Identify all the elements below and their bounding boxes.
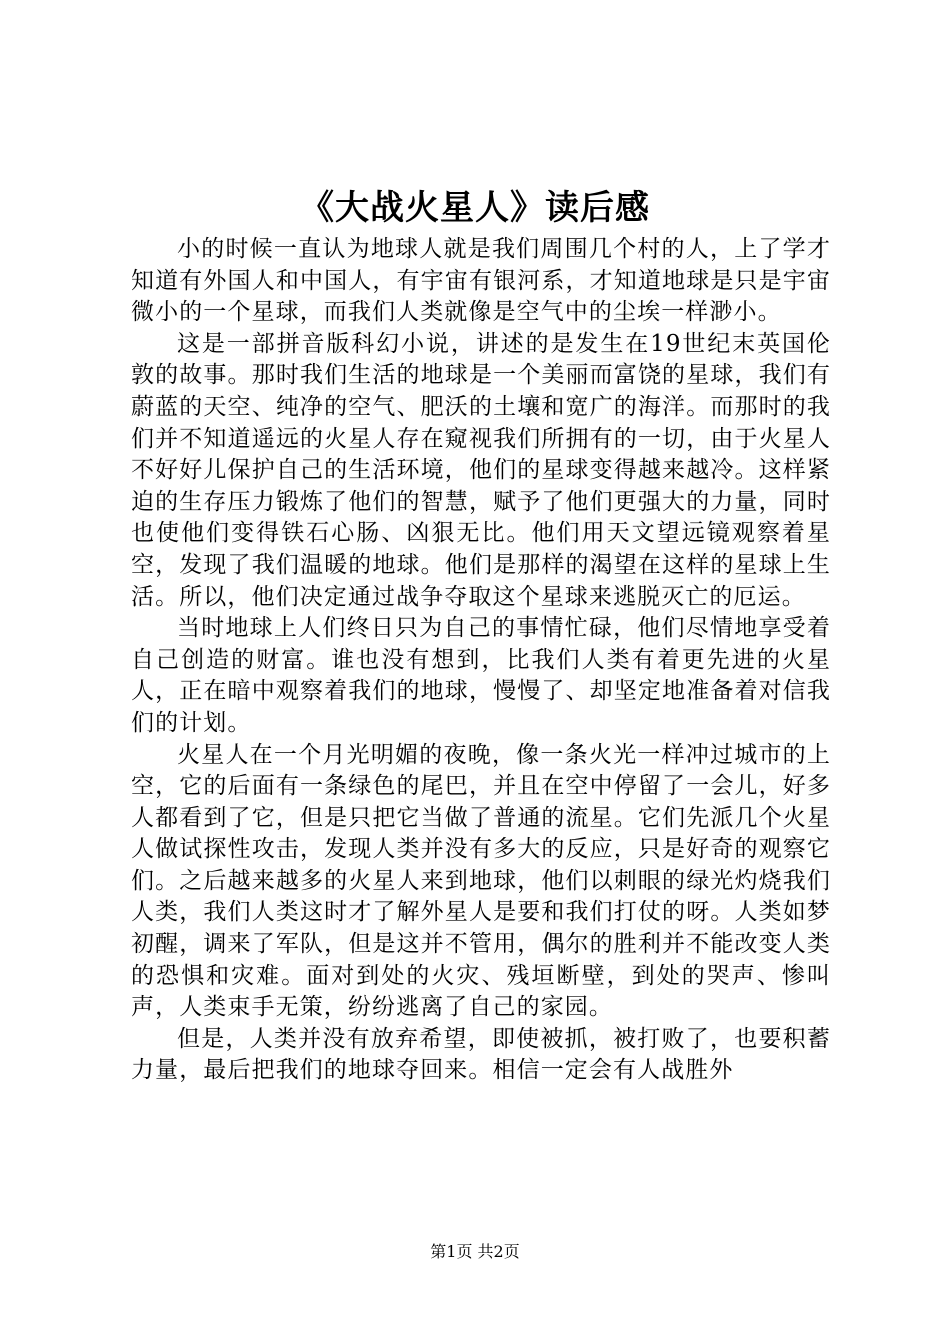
paragraph-3: 当时地球上人们终日只为自己的事情忙碌，他们尽情地享受着自己创造的财富。谁也没有想到，比我们人类有着更先进的火星人，正在暗中观察着我们的地球，慢慢了、却坚定地准备着对信我们的计划。 [131, 615, 831, 736]
page-footer: 第1页 共2页 [430, 1242, 520, 1261]
document-body [131, 234, 831, 1087]
paragraph-4: 火星人在一个月光明媚的夜晚，像一条火光一样冲过城市的上空，它的后面有一条绿色的尾巴，并且在空中停留了一会儿，好多人都看到了它，但是只把它当做了普通的流星。它们先派几个火星人做试探性攻击，发现人类并没有多大的反应，只是好奇的观察它们。之后越来越多的火星人来到地球，他们以刺眼的绿光灼烧我们人类，我们人类这时才了解外星人是要和我们打仗的呀。人类如梦初醒，调来了军队，但是这并不管用，偶尔的胜利并不能改变人类的恐惧和灾难。面对到处的火灾、残垣断壁，到处的哭声、惨叫声，人类束手无策，纷纷逃离了自己的家园。 [131, 741, 831, 1021]
paragraph-1: 小的时候一直认为地球人就是我们周围几个村的人，上了学才知道有外国人和中国人，有宇宙有银河系，才知道地球是只是宇宙微小的一个星球，而我们人类就像是空气中的尘埃一样渺小。 [131, 236, 831, 326]
page-title: 《大战火星人》读后感 [300, 188, 650, 228]
paragraph-2: 这是一部拼音版科幻小说，讲述的是发生在19世纪末英国伦敦的故事。那时我们生活的地球是一个美丽而富饶的星球，我们有蔚蓝的天空、纯净的空气、肥沃的土壤和宽广的海洋。而那时的我们并不知道遥远的火星人存在窥视我们所拥有的一切，由于火星人不好好儿保护自己的生活环境，他们的星球变得越来越冷。这样紧迫的生存压力锻炼了他们的智慧，赋予了他们更强大的力量，同时也使他们变得铁石心肠、凶狠无比。他们用天文望远镜观察着星空，发现了我们温暖的地球。他们是那样的渴望在这样的星球上生活。所以，他们决定通过战争夺取这个星球来逃脱灭亡的厄运。 [131, 330, 831, 610]
paragraph-5: 但是，人类并没有放弃希望，即使被抓，被打败了，也要积蓄力量，最后把我们的地球夺回来。相信一定会有人战胜外 [131, 1025, 831, 1084]
